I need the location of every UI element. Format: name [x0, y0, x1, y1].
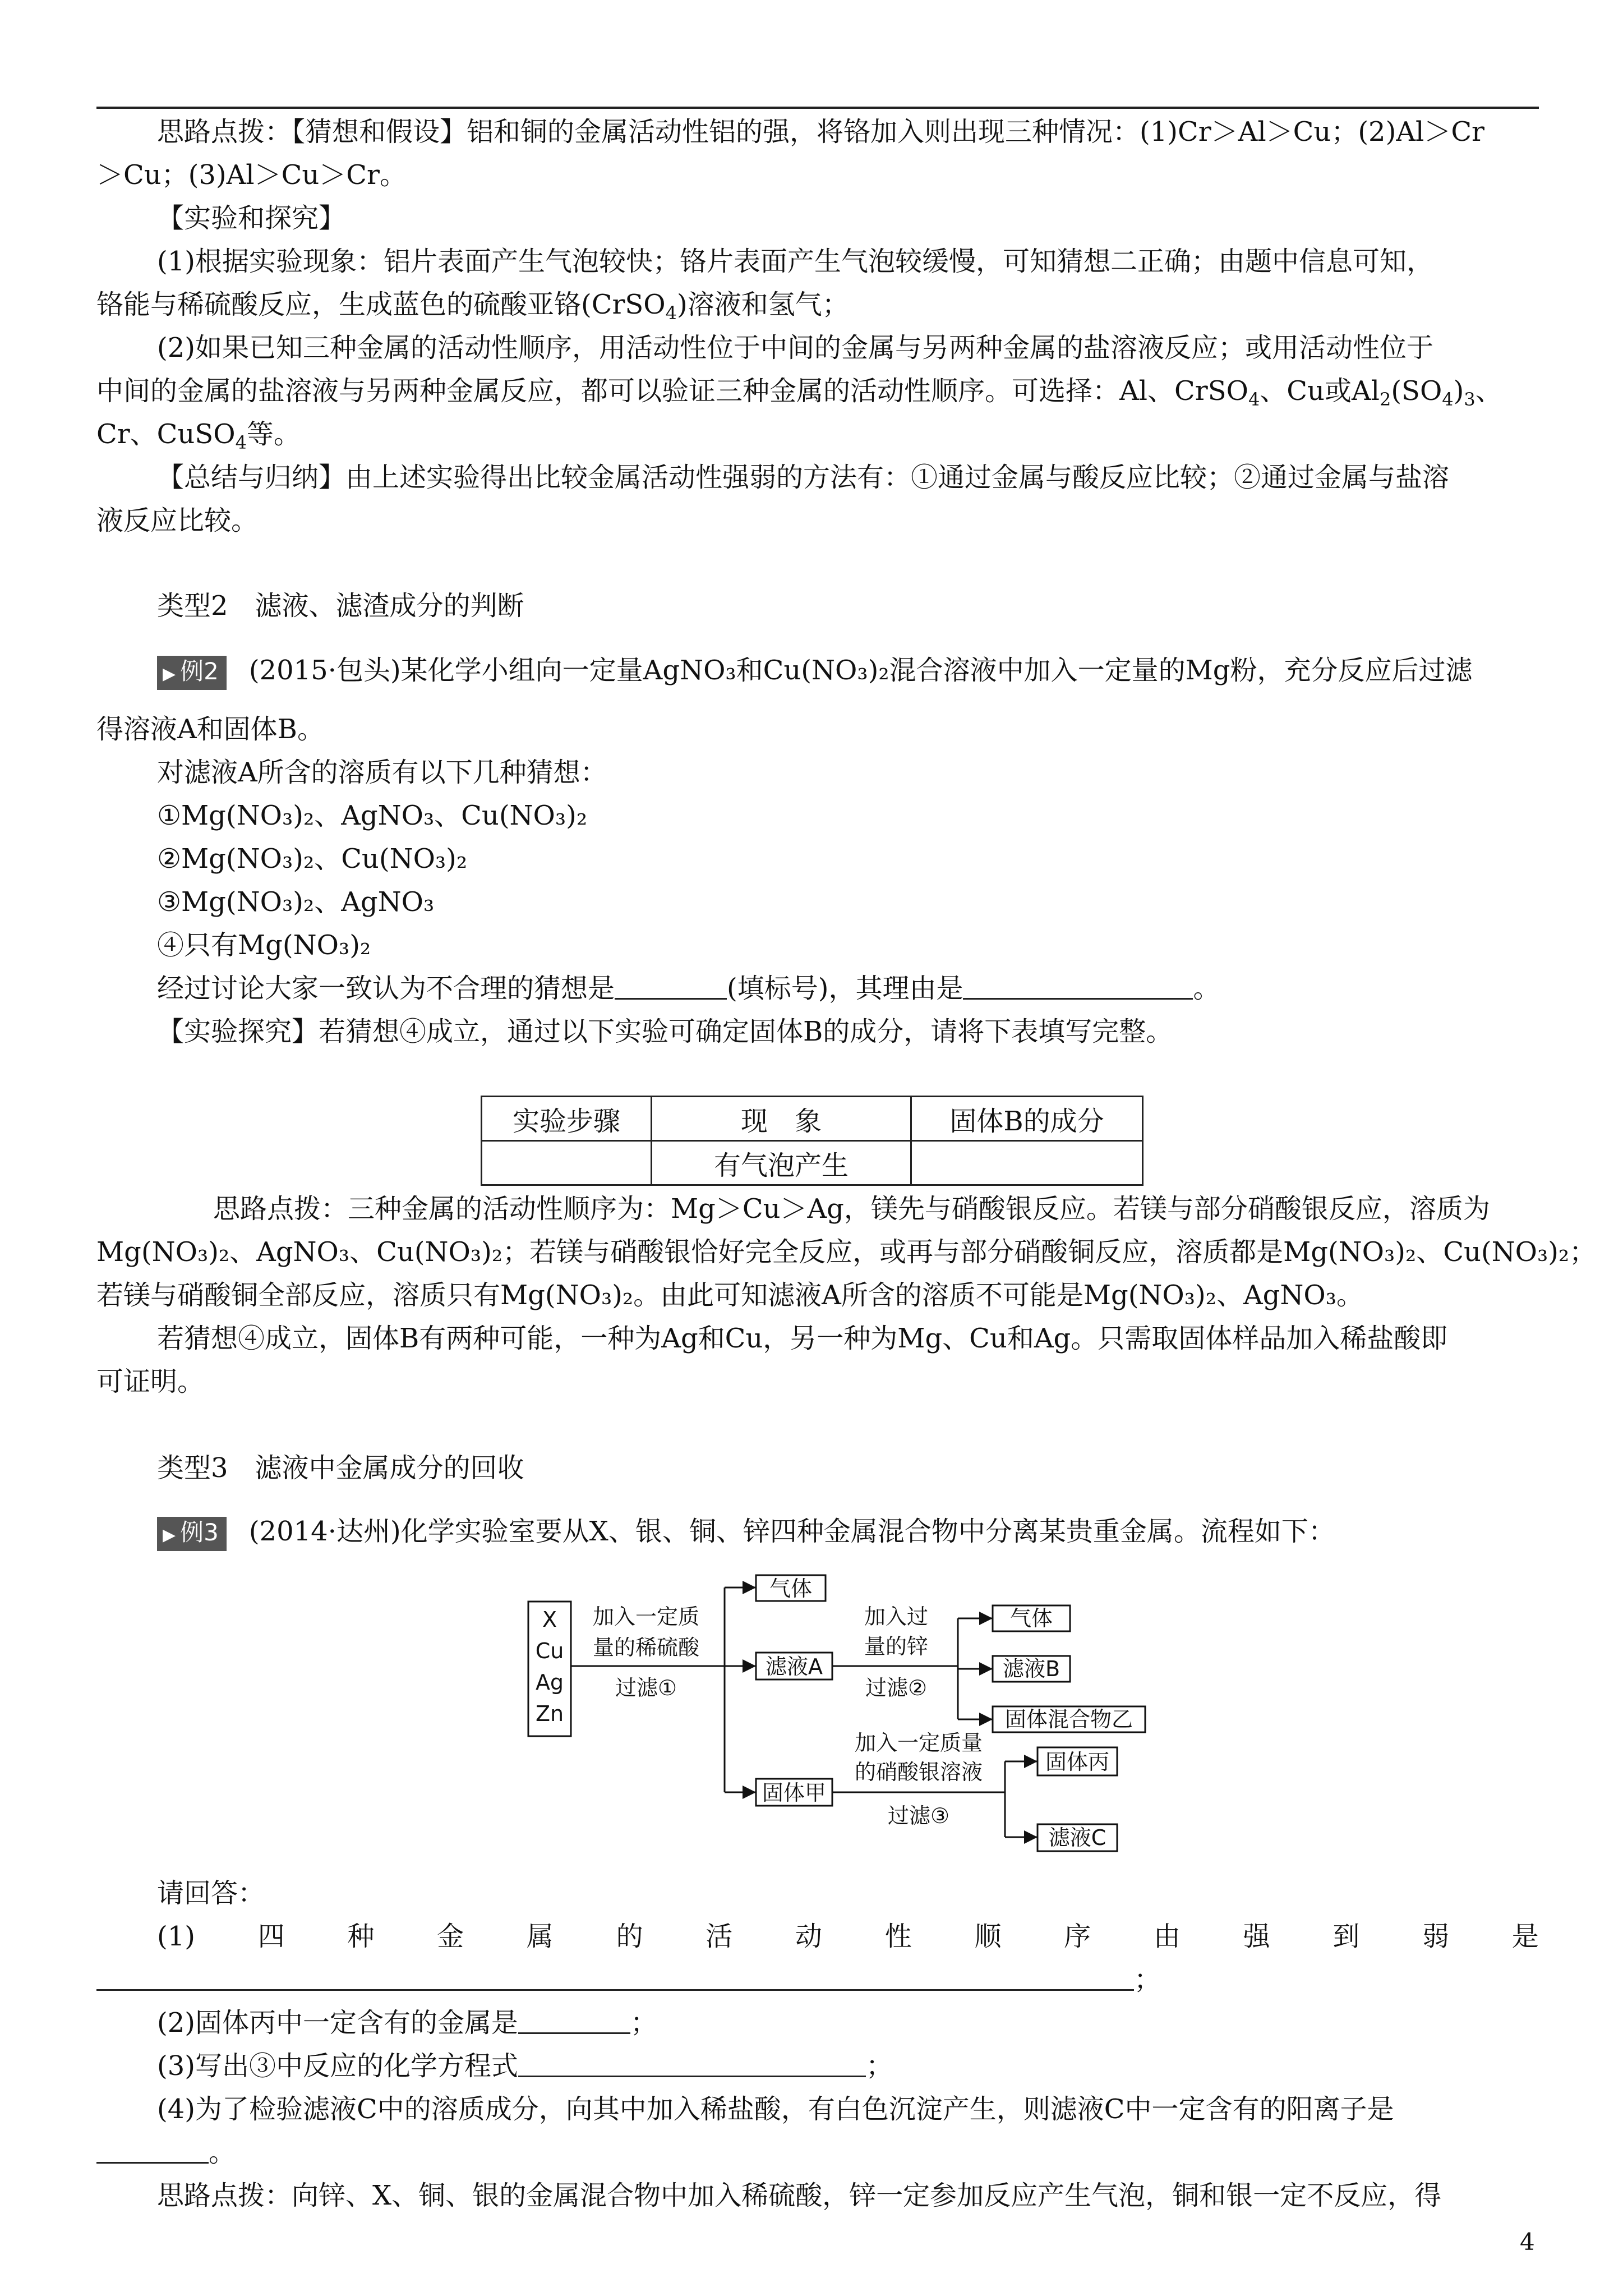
example-line: ▶ 例2 (2015·包头)某化学小组向一定量AgNO₃和Cu(NO₃)₂混合溶液中加入一定量的Mg粉，充分反应后过滤 [157, 654, 1472, 690]
spread-question: (1) 四 种 金 属 的 活 动 性 顺 序 由 强 到 弱 是 [157, 1921, 1539, 1952]
question-line: (2)固体丙中一定含有的金属是 ； [157, 2007, 658, 2039]
text-line: 若镁与硝酸铜全部反应，溶质只有Mg(NO₃)₂。由此可知滤液A所含的溶质不可能是Mg(NO₃)₂、AgNO₃。 [96, 1280, 1363, 1311]
table-cell[interactable] [482, 1141, 652, 1185]
question-line: 经过讨论大家一致认为不合理的猜想是 (填标号)，其理由是 。 [157, 973, 1220, 1004]
text-line: 可证明。 [96, 1366, 205, 1397]
example-tag: ▶ 例3 [157, 1517, 227, 1551]
text-line: 铬能与稀硫酸反应，生成蓝色的硫酸亚铬(CrSO$_4$)溶液和氢气； [96, 289, 849, 324]
guess-option: ①Mg(NO₃)₂、AgNO₃、Cu(NO₃)₂ [157, 800, 588, 831]
text-line: 若猜想④成立，固体B有两种可能，一种为Ag和Cu，另一种为Mg、Cu和Ag。只需取固体样品加入稀盐酸即 [157, 1323, 1448, 1354]
start-item: X [542, 1607, 557, 1632]
table-header: 固体B的成分 [911, 1097, 1143, 1141]
step-label: 的硝酸银溶液 [854, 1760, 983, 1784]
guess-option: ②Mg(NO₃)₂、Cu(NO₃)₂ [157, 843, 468, 875]
text-line: Mg(NO₃)₂、AgNO₃、Cu(NO₃)₂；若镁与硝酸银恰好完全反应，或再与部分硝酸铜反应，溶质都是Mg(NO₃)₂、Cu(NO₃)₂； [96, 1236, 1597, 1268]
guess-option: ④只有Mg(NO₃)₂ [157, 930, 371, 961]
table-row [482, 1141, 1143, 1185]
text-line: (1)根据实验现象：铝片表面产生气泡较快；铬片表面产生气泡较缓慢，可知猜想二正确；由题中信息可知， [157, 246, 1433, 277]
text-line: 【总结与归纳】由上述实验得出比较金属活动性强弱的方法有：①通过金属与酸反应比较；②通过金属与盐溶 [157, 462, 1450, 493]
question-line: (3)写出③中反应的化学方程式 ； [157, 2050, 893, 2082]
step-label: 量的稀硫酸 [592, 1635, 700, 1660]
node-label: 滤液A [766, 1654, 823, 1679]
text-line: Cr、CuSO$_4$等。 [96, 418, 301, 453]
start-item: Zn [535, 1701, 564, 1726]
table-header: 现 象 [652, 1097, 911, 1141]
text-line: (2)如果已知三种金属的活动性顺序，用活动性位于中间的金属与另两种金属的盐溶液反应；或用活动性位于 [157, 332, 1433, 364]
start-item: Cu [535, 1639, 564, 1663]
answer-blank[interactable] [518, 2051, 866, 2077]
text-line: 思路点拨：【猜想和假设】铝和铜的金属活动性铝的强，将铬加入则出现三种情况：(1)Cr＞Al＞Cu；(2)Al＞Cr [157, 116, 1485, 148]
node-label: 固体混合物乙 [1004, 1707, 1133, 1732]
answer-blank[interactable] [96, 1964, 1134, 1991]
text-line: 思路点拨：向锌、X、铜、银的金属混合物中加入稀硫酸，锌一定参加反应产生气泡，铜和银一定不反应，得 [157, 2180, 1442, 2211]
step-label: 加入一定质 [592, 1604, 700, 1629]
example-line: ▶ 例3 (2014·达州)化学实验室要从X、银、铜、锌四种金属混合物中分离某贵重金属。流程如下： [157, 1515, 1335, 1551]
flowchart [522, 1571, 1150, 1862]
text-line: 液反应比较。 [96, 505, 259, 536]
experiment-table [481, 1096, 1144, 1186]
step-label: 加入过 [864, 1604, 929, 1629]
table-header-row [482, 1097, 1143, 1141]
question-line [157, 1920, 1539, 1953]
answer-blank[interactable] [615, 973, 727, 1000]
table-cell[interactable] [911, 1141, 1143, 1185]
text-line: 中间的金属的盐溶液与另两种金属反应，都可以验证三种金属的活动性顺序。可选择：Al、CrSO$_4$、Cu或$Al_2(SO_4)_3$、 [96, 375, 1502, 410]
answer-blank[interactable] [963, 973, 1193, 1000]
question-line: 。 [96, 2136, 236, 2169]
text-line: 对滤液A所含的溶质有以下几种猜想： [157, 757, 607, 788]
example-tag: ▶ 例2 [157, 656, 227, 690]
text-line: ＞Cu；(3)Al＞Cu＞Cr。 [96, 159, 407, 191]
answer-blank[interactable] [96, 2137, 209, 2164]
section-label: 【实验和探究】 [157, 203, 346, 234]
text-line: 思路点拨：三种金属的活动性顺序为：Mg＞Cu＞Ag，镁先与硝酸银反应。若镁与部分硝酸银反应，溶质为 [213, 1193, 1490, 1225]
text-line: 【实验探究】若猜想④成立，通过以下实验可确定固体B的成分，请将下表填写完整。 [157, 1016, 1173, 1047]
question-line: ； [96, 1963, 1161, 1996]
text-line: 请回答： [157, 1878, 265, 1909]
step-label: 过滤① [615, 1676, 677, 1700]
guess-option: ③Mg(NO₃)₂、AgNO₃ [157, 886, 435, 918]
node-label: 气体 [1009, 1606, 1053, 1631]
step-label: 量的锌 [864, 1634, 929, 1659]
step-label: 过滤② [865, 1676, 928, 1700]
page-number: 4 [1520, 2228, 1535, 2256]
question-line: (4)为了检验滤液C中的溶质成分，向其中加入稀盐酸，有白色沉淀产生，则滤液C中一定含有的阳离子是 [157, 2093, 1394, 2125]
step-label: 加入一定质量 [854, 1731, 983, 1755]
node-label: 固体丙 [1045, 1750, 1110, 1774]
start-item: Ag [535, 1670, 564, 1695]
node-label: 滤液B [1002, 1657, 1061, 1681]
table-cell: 有气泡产生 [652, 1141, 911, 1185]
top-rule [96, 107, 1539, 109]
section-heading: 类型3 滤液中金属成分的回收 [157, 1452, 524, 1484]
table-header: 实验步骤 [482, 1097, 652, 1141]
play-icon: ▶ [163, 664, 176, 684]
step-label: 过滤③ [887, 1803, 950, 1828]
play-icon: ▶ [163, 1525, 176, 1545]
node-label: 固体甲 [762, 1780, 827, 1805]
node-label: 滤液C [1048, 1825, 1106, 1850]
text-line: 得溶液A和固体B。 [96, 714, 324, 745]
section-heading: 类型2 滤液、滤渣成分的判断 [157, 590, 524, 622]
node-label: 气体 [769, 1576, 813, 1601]
answer-blank[interactable] [518, 2008, 630, 2034]
